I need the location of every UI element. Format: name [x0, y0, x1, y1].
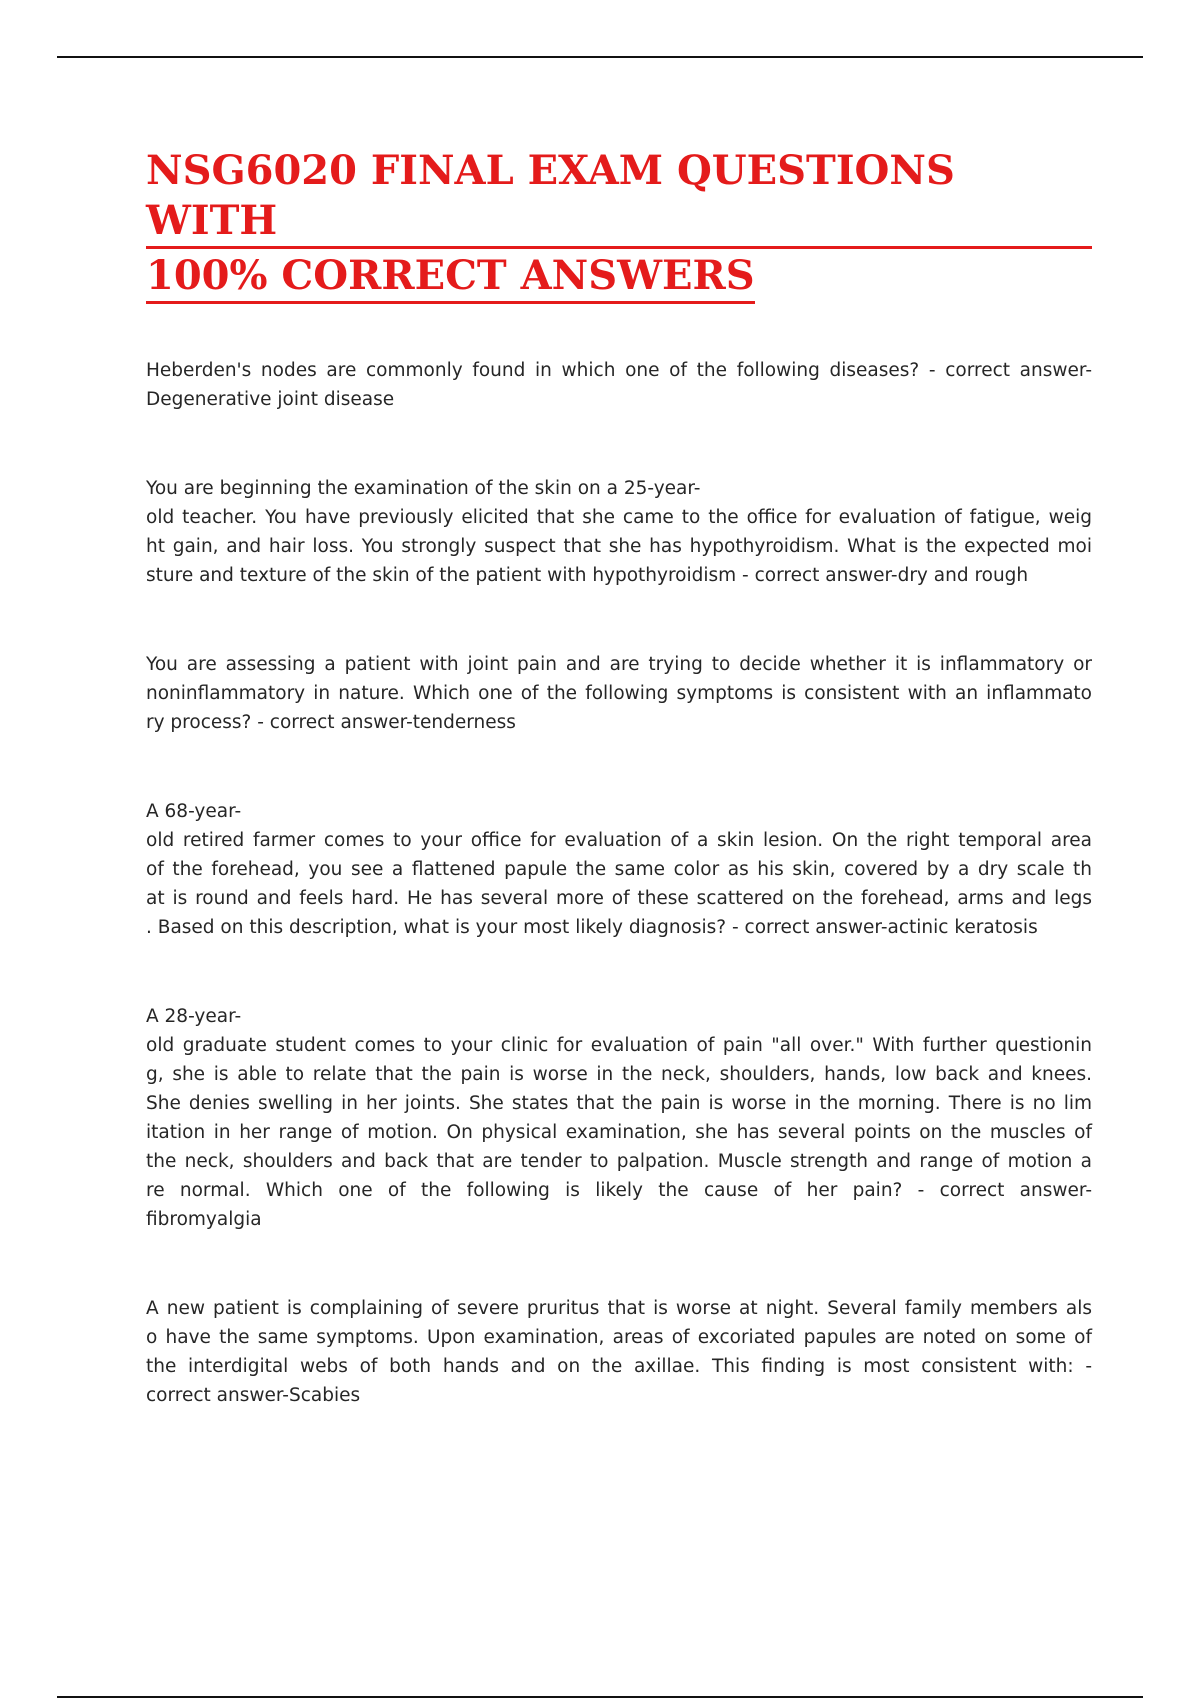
question-line: correct answer-Scabies [146, 1385, 361, 1406]
bottom-rule [57, 1696, 1143, 1698]
question-list [146, 356, 1092, 1410]
question-line: A 28-year- [146, 1006, 242, 1027]
question-line: ry process? - correct answer-tenderness [146, 712, 516, 733]
question-line: old teacher. You have previously elicited that she came to the office for evaluation of fatigue, weig [146, 507, 1092, 528]
question-line: Heberden's nodes are commonly found in which one of the following diseases? - correct answer- [146, 360, 1092, 381]
question-line: re normal. Which one of the following is likely the cause of her pain? - correct answer- [146, 1180, 1092, 1201]
question-line: sture and texture of the skin of the patient with hypothyroidism - correct answer-dry and rough [146, 565, 1029, 586]
question-line: the neck, shoulders and back that are tender to palpation. Muscle strength and range of motion a [146, 1151, 1092, 1172]
question-line: A 68-year- [146, 801, 242, 822]
question-line: A new patient is complaining of severe pruritus that is worse at night. Several family members als [146, 1298, 1092, 1319]
question-line: You are assessing a patient with joint pain and are trying to decide whether it is inflammatory or [146, 654, 1092, 675]
top-rule [57, 56, 1143, 58]
question-line: noninflammatory in nature. Which one of the following symptoms is consistent with an inflammato [146, 683, 1092, 704]
question-line: . Based on this description, what is your most likely diagnosis? - correct answer-actinic keratosis [146, 917, 1038, 938]
title-line-2: 100% CORRECT ANSWERS [146, 251, 755, 304]
question-line: You are beginning the examination of the skin on a 25-year- [146, 478, 701, 499]
question-line: old retired farmer comes to your office for evaluation of a skin lesion. On the right temporal area [146, 830, 1092, 851]
question-item [146, 1294, 1092, 1410]
title-line-1: NSG6020 FINAL EXAM QUESTIONS WITH [146, 146, 1092, 249]
question-line: old graduate student comes to your clinic for evaluation of pain "all over." With further questionin [146, 1035, 1092, 1056]
question-line: of the forehead, you see a flattened papule the same color as his skin, covered by a dry scale th [146, 859, 1092, 880]
question-item [146, 356, 1092, 414]
question-item [146, 797, 1092, 942]
question-line: the interdigital webs of both hands and on the axillae. This finding is most consistent with: - [146, 1356, 1092, 1377]
question-item [146, 1002, 1092, 1234]
question-line: g, she is able to relate that the pain is worse in the neck, shoulders, hands, low back and knees. [146, 1064, 1092, 1085]
question-item [146, 650, 1092, 737]
document-body [146, 146, 1092, 1470]
question-line: at is round and feels hard. He has several more of these scattered on the forehead, arms and legs [146, 888, 1092, 909]
question-line: ht gain, and hair loss. You strongly suspect that she has hypothyroidism. What is the expected moi [146, 536, 1092, 557]
question-line: Degenerative joint disease [146, 389, 395, 410]
question-line: She denies swelling in her joints. She states that the pain is worse in the morning. There is no lim [146, 1093, 1092, 1114]
document-title [146, 146, 1092, 304]
question-line: itation in her range of motion. On physical examination, she has several points on the muscles of [146, 1122, 1092, 1143]
question-line: fibromyalgia [146, 1209, 262, 1230]
question-item [146, 474, 1092, 590]
question-line: o have the same symptoms. Upon examination, areas of excoriated papules are noted on some of [146, 1327, 1092, 1348]
